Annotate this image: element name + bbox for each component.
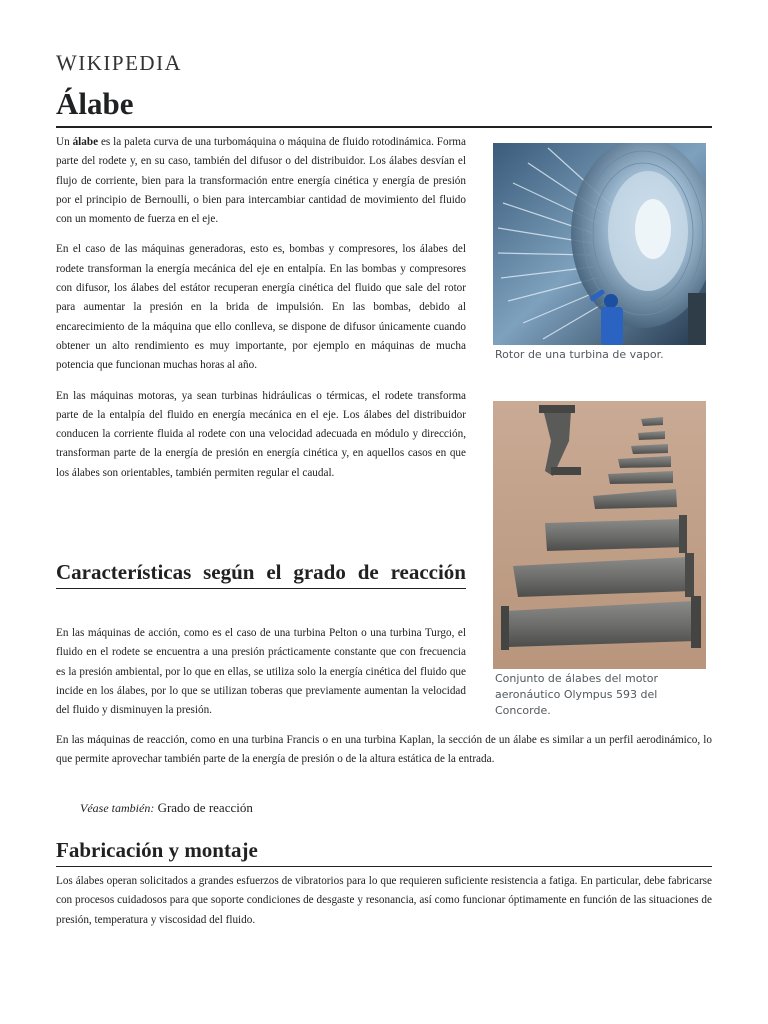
section-heading-manufacturing: Fabricación y montaje <box>56 836 712 867</box>
wordmark-first-letter: W <box>56 50 79 75</box>
section-reaction <box>56 558 466 589</box>
figure-olympus-blades <box>493 401 707 719</box>
figure-turbine-rotor-caption: Rotor de una turbina de vapor. <box>495 348 664 361</box>
olympus-blades-image[interactable] <box>493 401 706 669</box>
intro-paragraph-3: En las máquinas motoras, ya sean turbinas hidráulicas o térmicas, el rodete transforma parte de la entalpía del fluido en energía mecánica en el eje. Los álabes del distribuidor conducen la corriente fluida al rodete con una velocidad adecuada en módulo y dirección, transforman parte de la energía de presión en energía cinética y, en aquellos casos en que los álabes son orientables, también permiten regular el caudal. <box>56 389 466 479</box>
section-reaction-body-2 <box>56 731 712 770</box>
wordmark-last-letter: A <box>164 50 182 75</box>
reaction-paragraph-1: En las máquinas de acción, como es el caso de una turbina Pelton o una turbina Turgo, el fluido en el rodete se encuentra a una presión prácticamente constante que con frecuencia es la presión ambiental, por lo que en ellas, se utiliza solo la energía cinética del fluido que incide en los álabes, por lo que se utilizan toberas que previamente aumentan la velocidad del fluido y disminuyen la presión. <box>56 627 466 717</box>
reaction-paragraph-2: En las máquinas de reacción, como en una turbina Francis o en una turbina Kaplan, la sección de un álabe es similar a un perfil aerodinámico, lo que permite aprovechar también parte de la energía de presión o de la altura estática de la entrada. <box>56 734 712 766</box>
see-also-label: Véase también: <box>80 801 155 815</box>
section-manufacturing <box>56 836 712 867</box>
intro-paragraph-1 <box>56 133 466 229</box>
intro-text-run: es la paleta curva de una turbomáquina o máquina de fluido rotodinámica. Forma parte del rodete y, en su caso, también del difusor o del distribuidor. Los álabes desvían el flujo de corriente, bien para la transformación entre energía cinética y energía de presión por el principio de Bernoulli, o bien para intercambiar cantidad de movimiento del fluido con un momento de fuerza en el eje. <box>56 136 466 226</box>
figure-turbine-rotor <box>493 143 707 363</box>
see-also-link[interactable]: Grado de reacción <box>157 800 253 815</box>
manufacturing-paragraph-1: Los álabes operan solicitados a grandes esfuerzos de vibratorios para lo que requieren suficiente resistencia a fatiga. En particular, debe fabricarse con procesos cuidadosos para que soporte condiciones de desgaste y resonancia, así como funcionar óptimamente en función de las situaciones de presión, temperatura y viscosidad del fluido. <box>56 875 712 926</box>
section-manufacturing-body <box>56 872 712 930</box>
section-reaction-body-1 <box>56 624 466 720</box>
wikipedia-wordmark[interactable] <box>56 50 182 76</box>
section-heading-reaction: Características según el grado de reacción <box>56 558 466 589</box>
wordmark-middle: IKIPEDI <box>78 51 165 75</box>
page-title: Álabe <box>56 84 712 128</box>
intro-text-run: Un <box>56 136 73 148</box>
see-also-note <box>80 800 680 816</box>
turbine-rotor-image[interactable] <box>493 143 706 345</box>
intro-section <box>56 133 466 483</box>
figure-olympus-blades-caption: Conjunto de álabes del motor aeronáutico Olympus 593 del Concorde. <box>495 672 658 717</box>
term-bold: álabe <box>72 136 99 148</box>
intro-paragraph-2: En el caso de las máquinas generadoras, esto es, bombas y compresores, los álabes del rodete transforman la energía mecánica del eje en entalpía. En las bombas y compresores con difusor, los álabes del estátor recuperan energía cinética del fluido que sale del rotor para aumentar la presión en la brida de impulsión. En las bombas, debido al encarecimiento de la máquina que ello conlleva, se dispone de difusor únicamente cuando obtener un alto rendimiento es muy importante, por ejemplo en máquinas de mucha potencia que funcionan muchas horas al año. <box>56 243 466 372</box>
